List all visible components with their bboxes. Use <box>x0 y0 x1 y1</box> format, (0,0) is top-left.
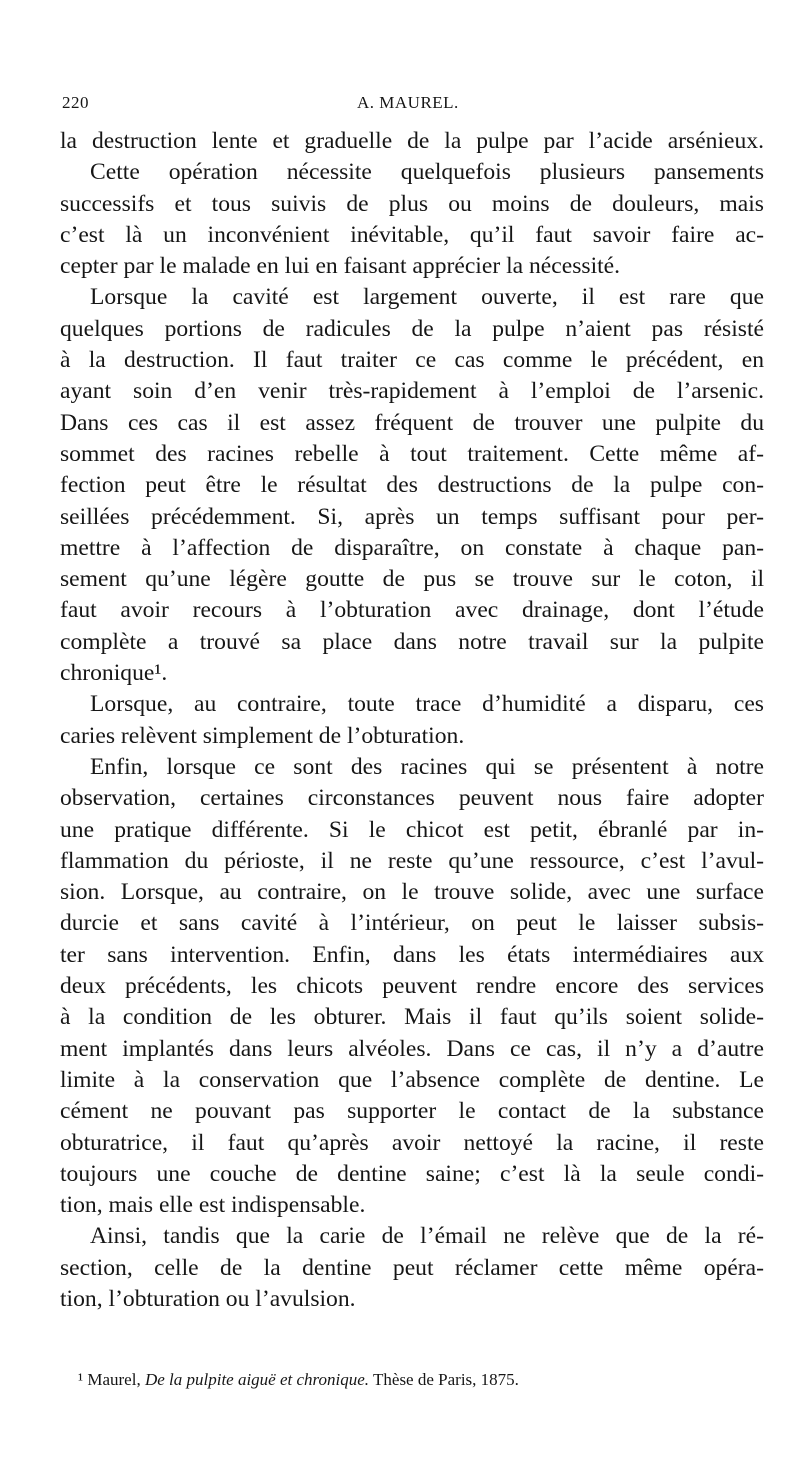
text-line: seillées précédemment. Si, après un temps suffisant pour per- <box>60 503 764 530</box>
text-line: observation, certaines circonstances peuvent nous faire adopter <box>60 785 764 812</box>
text-line: ment implantés dans leurs alvéoles. Dans ce cas, il n’y a d’autre <box>60 1035 764 1062</box>
text-line: Enfin, lorsque ce sont des racines qui se présentent à notre <box>90 753 764 780</box>
text-line: obturatrice, il faut qu’après avoir nettoyé la racine, il reste <box>60 1129 764 1156</box>
text-line: chronique¹. <box>60 660 168 687</box>
text-line: c’est là un inconvénient inévitable, qu’il faut savoir faire ac- <box>60 221 764 248</box>
text-line: deux précédents, les chicots peuvent rendre encore des services <box>60 973 764 1000</box>
text-line: Lorsque, au contraire, toute trace d’humidité a disparu, ces <box>90 691 764 718</box>
text-line: Cette opération nécessite quelquefois plusieurs pansements <box>90 159 764 186</box>
text-line: Lorsque la cavité est largement ouverte, il est rare que <box>90 284 764 311</box>
text-line: cément ne pouvant pas supporter le contact de la substance <box>60 1098 764 1125</box>
text-line: cepter par le malade en lui en faisant apprécier la nécessité. <box>60 253 621 280</box>
text-line: successifs et tous suivis de plus ou moins de douleurs, mais <box>60 190 764 217</box>
text-line: complète a trouvé sa place dans notre travail sur la pulpite <box>60 628 764 655</box>
text-line: Dans ces cas il est assez fréquent de trouver une pulpite du <box>60 409 764 436</box>
text-line: flammation du périoste, il ne reste qu’une ressource, c’est l’avul- <box>60 847 764 874</box>
body-text <box>60 126 764 1315</box>
text-line: quelques portions de radicules de la pulpe n’aient pas résisté <box>60 315 764 342</box>
footnote-title: De la pulpite aiguë et chronique. <box>144 1370 370 1389</box>
page-number: 220 <box>62 93 89 112</box>
text-line: caries relèvent simplement de l’obturation. <box>60 722 465 749</box>
text-line: tion, mais elle est indispensable. <box>60 1192 366 1219</box>
text-line: ter sans intervention. Enfin, dans les états intermédiaires aux <box>60 941 764 968</box>
text-line: Ainsi, tandis que la carie de l’émail ne relève que de la ré- <box>90 1223 764 1250</box>
text-line: la destruction lente et graduelle de la pulpe par l’acide arsénieux. <box>60 128 764 154</box>
footnote <box>78 1370 718 1390</box>
footnote-marker: ¹ <box>78 1370 84 1389</box>
text-line: sement qu’une légère goutte de pus se trouve sur le coton, il <box>60 566 764 593</box>
text-line: à la condition de les obturer. Mais il faut qu’ils soient solide- <box>60 1004 764 1031</box>
text-line: faut avoir recours à l’obturation avec drainage, dont l’étude <box>60 597 764 624</box>
text-line: fection peut être le résultat des destructions de la pulpe con- <box>60 472 764 499</box>
page-header <box>62 93 762 115</box>
text-line: à la destruction. Il faut traiter ce cas comme le précédent, en <box>60 347 764 374</box>
footnote-author: Maurel, <box>87 1370 141 1389</box>
text-line: durcie et sans cavité à l’intérieur, on peut le laisser subsis- <box>60 910 764 937</box>
text-line: ayant soin d’en venir très-rapidement à l’emploi de l’arsenic. <box>60 378 764 405</box>
text-line: toujours une couche de dentine saine; c’est là la seule condi- <box>60 1160 764 1187</box>
text-line: tion, l’obturation ou l’avulsion. <box>60 1285 356 1312</box>
text-line: section, celle de la dentine peut réclamer cette même opéra- <box>60 1254 764 1281</box>
text-line: mettre à l’affection de disparaître, on constate à chaque pan- <box>60 534 764 561</box>
running-head: A. MAUREL. <box>357 93 459 112</box>
footnote-reference: Thèse de Paris, 1875. <box>373 1370 519 1389</box>
text-line: sommet des racines rebelle à tout traitement. Cette même af- <box>60 440 764 467</box>
text-line: sion. Lorsque, au contraire, on le trouve solide, avec une surface <box>60 879 764 906</box>
text-line: limite à la conservation que l’absence complète de dentine. Le <box>60 1066 764 1093</box>
text-line: une pratique différente. Si le chicot est petit, ébranlé par in- <box>60 816 764 843</box>
